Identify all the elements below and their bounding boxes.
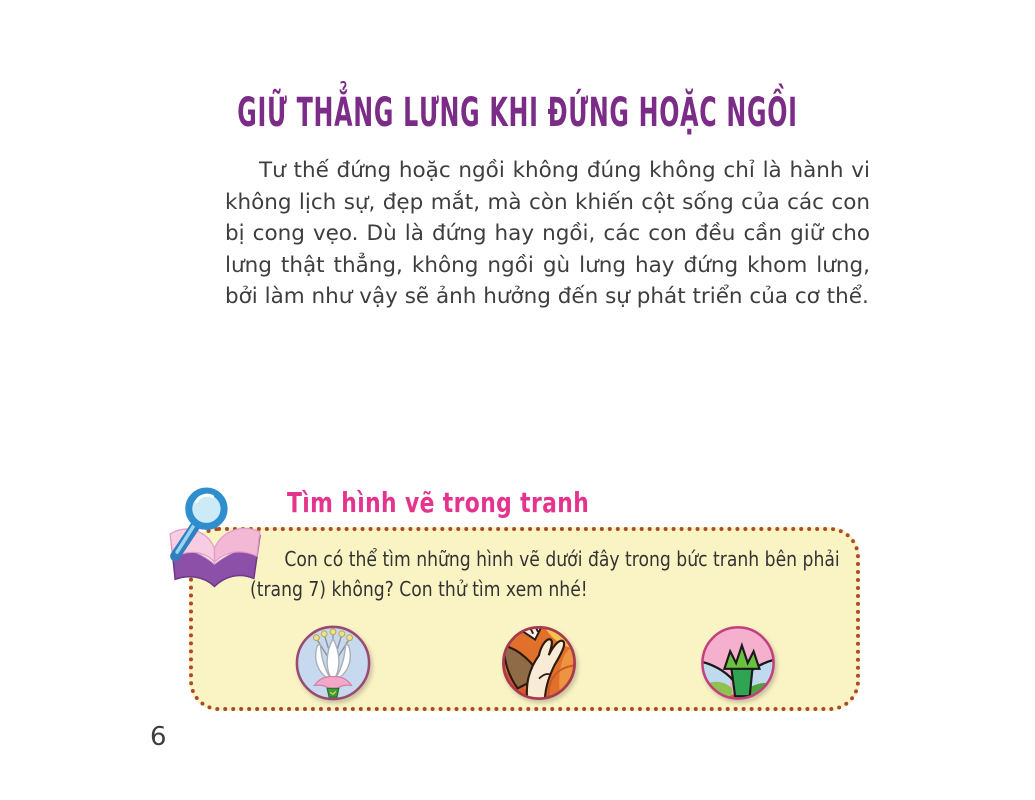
instruction-line-2: (trang 7) không? Con thử tìm xem nhé! bbox=[250, 577, 588, 601]
book-magnifier-icon bbox=[162, 483, 268, 597]
find-item-hand-icon bbox=[500, 624, 578, 702]
find-item-flower-icon bbox=[294, 624, 372, 702]
find-item-plant-icon bbox=[699, 624, 777, 702]
activity-instruction bbox=[250, 544, 850, 604]
page-title: GIỮ THẲNG LƯNG KHI ĐỨNG HOẶC NGỒI bbox=[237, 88, 798, 136]
page-number: 6 bbox=[150, 722, 167, 752]
intro-paragraph: Tư thế đứng hoặc ngồi không đúng không chỉ là hành vi không lịch sự, đẹp mắt, mà còn khiến cột sống của các con bị cong vẹo. Dù là đứng hay ngồi, các con đều cần giữ cho lưng thật thẳng, không ngồi gù lưng hay đứng khom lưng, bởi làm như vậy sẽ ảnh hưởng đến sự phát triển của cơ thể. bbox=[225, 158, 870, 309]
instruction-line-1: Con có thể tìm những hình vẽ dưới đây trong bức tranh bên phải bbox=[284, 547, 840, 571]
activity-heading: Tìm hình vẽ trong tranh bbox=[287, 486, 590, 519]
